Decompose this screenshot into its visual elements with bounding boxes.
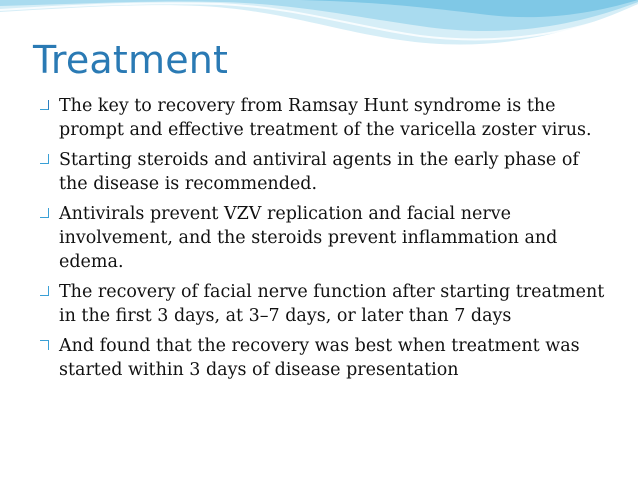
bullet-icon bbox=[40, 154, 49, 164]
bullet-text: The recovery of facial nerve function after starting treatment in the first 3 days, at 3–7 days, or later than 7 days bbox=[59, 282, 605, 326]
slide-title: Treatment bbox=[33, 38, 229, 82]
bullet-text: Starting steroids and antiviral agents in the early phase of the disease is recommended. bbox=[59, 150, 579, 194]
list-item bbox=[37, 148, 612, 196]
list-item bbox=[37, 334, 612, 382]
bullet-icon bbox=[40, 340, 49, 350]
bullet-text: The key to recovery from Ramsay Hunt syndrome is the prompt and effective treatment of the varicella zoster virus. bbox=[59, 96, 592, 140]
bullet-text: And found that the recovery was best when treatment was started within 3 days of disease presentation bbox=[59, 336, 580, 380]
list-item bbox=[37, 94, 612, 142]
bullet-icon bbox=[40, 286, 49, 296]
list-item bbox=[37, 280, 612, 328]
bullet-list bbox=[37, 94, 612, 388]
list-item bbox=[37, 202, 612, 274]
bullet-icon bbox=[40, 100, 49, 110]
bullet-icon bbox=[40, 208, 49, 218]
bullet-text: Antivirals prevent VZV replication and facial nerve involvement, and the steroids prevent inflammation and edema. bbox=[59, 204, 558, 272]
